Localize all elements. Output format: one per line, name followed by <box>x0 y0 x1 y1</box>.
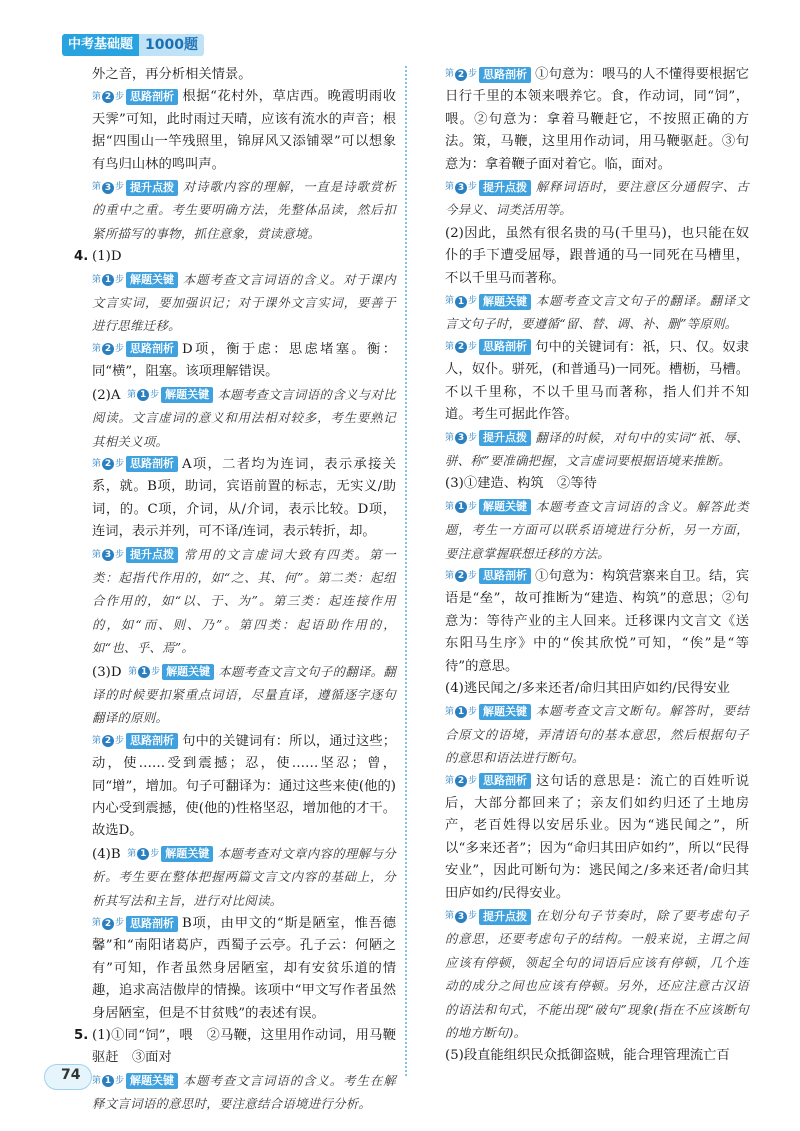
step-label: 提升点拨 <box>479 430 531 446</box>
step-tag-s2 <box>445 67 531 83</box>
step-tag-s2 <box>92 89 178 105</box>
step-tag-s2 <box>92 916 178 932</box>
answer-text: (5)段直能组织民众抵御盗贼，能合理管理流亡百 <box>445 1048 730 1064</box>
step-post: 步 <box>115 344 125 355</box>
answer-label: (4)B <box>92 846 121 862</box>
step-marker <box>445 63 477 85</box>
step-tag-s1 <box>92 1073 178 1089</box>
step-number-icon: 2 <box>455 341 467 353</box>
explanation-text: 本题考查文言文句子的翻译。翻译文言文句子时，要遵循“留、替、调、补、删”等原则。 <box>445 293 749 332</box>
paragraph <box>427 337 749 427</box>
step-marker <box>445 290 477 312</box>
step-post: 步 <box>468 911 478 922</box>
step-tag-s3 <box>92 547 178 563</box>
step-tag-s1 <box>127 387 213 403</box>
paragraph <box>74 176 396 246</box>
step-post: 步 <box>150 849 160 860</box>
step-marker <box>92 544 124 566</box>
step-post: 步 <box>115 1076 125 1087</box>
step-tag-s3 <box>92 180 178 196</box>
step-label: 解题关键 <box>479 704 531 720</box>
step-post: 步 <box>150 389 160 400</box>
answer-text: A项，二者均为连词，表示承接关系，就。B项，助词，宾语前置的标志，无实义/助词，的。C项，介词，从/介词，表示比较。D项，连词，表示并列，可不译/连词，表示转折，却。 <box>92 456 396 540</box>
step-marker <box>128 661 160 683</box>
explanation-text: 本题考查文言文句子的翻译。翻译的时候要扣紧重点词语，尽量直译，遵循逐字逐句翻译的原则。 <box>92 663 396 726</box>
step-number-icon: 2 <box>455 69 467 81</box>
step-pre: 第 <box>92 274 102 285</box>
step-pre: 第 <box>127 849 137 860</box>
answer-label: (3)D <box>92 664 122 680</box>
answer-text: ①句意为：喂马的人不懂得要根据它日行千里的本领来喂养它。食，作动词，同“饲”，喂。②句意为：拿着马鞭赶它，不按照正确的方法。策，马鞭，这里用作动词，用马鞭驱赶。③句意为：拿着鞭子面对着它。临，面对。 <box>445 67 749 172</box>
step-label: 思路剖析 <box>126 341 178 357</box>
step-label: 思路剖析 <box>126 89 178 105</box>
column-divider <box>405 66 407 1076</box>
paragraph <box>427 64 749 176</box>
page-number-badge <box>44 1064 92 1090</box>
explanation-text: 本题考查文言文断句。解答时，要结合原文的语境，弄清语句的基本意思，然后根据句子的意思和语法进行断句。 <box>445 703 749 766</box>
paragraph <box>74 843 396 913</box>
step-tag-s2 <box>92 341 178 357</box>
step-label: 思路剖析 <box>479 67 531 83</box>
step-marker <box>92 730 124 752</box>
step-pre: 第 <box>445 911 455 922</box>
step-marker <box>92 1070 124 1092</box>
step-number-icon: 1 <box>455 706 467 718</box>
step-post: 步 <box>468 296 478 307</box>
step-tag-s2 <box>445 773 531 789</box>
step-tag-s2 <box>92 733 178 749</box>
step-label: 提升点拨 <box>479 180 531 196</box>
step-tag-s1 <box>127 846 213 862</box>
question-number: 5. <box>74 1028 89 1044</box>
question-number: 4. <box>74 249 89 265</box>
paragraph <box>74 384 396 454</box>
step-label: 思路剖析 <box>126 916 178 932</box>
step-marker <box>92 269 124 291</box>
step-pre: 第 <box>445 775 455 786</box>
step-label: 提升点拨 <box>479 909 531 925</box>
step-marker <box>445 427 477 449</box>
step-pre: 第 <box>92 344 102 355</box>
step-post: 步 <box>115 459 125 470</box>
step-number-icon: 2 <box>455 775 467 787</box>
paragraph <box>427 290 749 337</box>
step-tag-s2 <box>445 568 531 584</box>
answer-text: (2)因此，虽然有很名贵的马(千里马)，也只能在奴仆的手下遭受屈辱，跟普通的马一同死在马槽里，不以千里马而著称。 <box>445 225 749 286</box>
step-post: 步 <box>468 342 478 353</box>
explanation-text: 本题考查文言词语的含义与对比阅读。文言虚词的意义和用法相对较多，考生要熟记其相关义项。 <box>92 386 396 449</box>
explanation-text: 解释词语时，要注意区分通假字、古今异义、词类活用等。 <box>445 179 749 218</box>
paragraph <box>427 700 749 770</box>
step-tag-s3 <box>445 909 531 925</box>
step-marker <box>445 176 477 198</box>
step-marker <box>127 843 159 865</box>
step-label: 解题关键 <box>126 1073 178 1089</box>
explanation-text: 本题考查文言词语的含义。对于课内文言实词，要加强识记；对于课外文言实词，要善于进行思维迁移。 <box>92 271 396 334</box>
step-tag-s1 <box>445 294 531 310</box>
step-label: 解题关键 <box>162 664 214 680</box>
step-label: 思路剖析 <box>479 773 531 789</box>
step-post: 步 <box>468 432 478 443</box>
step-post: 步 <box>115 182 125 193</box>
step-post: 步 <box>115 91 125 102</box>
answer-text: 句中的关键词有：祇，只、仅。奴隶人，奴仆。骈死，(和普通马)一同死。槽枥，马槽。不以千里称，不以千里马而著称，指人们并不知道。考生可据此作答。 <box>445 339 749 423</box>
step-label: 思路剖析 <box>126 456 178 472</box>
step-label: 解题关键 <box>161 846 213 862</box>
step-tag-s1 <box>128 664 214 680</box>
step-marker <box>445 770 477 792</box>
answer-text: (1)D <box>92 249 122 265</box>
step-number-icon: 3 <box>455 911 467 923</box>
paragraph <box>74 86 396 176</box>
book-series-count: 1000题 <box>139 34 204 56</box>
step-pre: 第 <box>92 182 102 193</box>
step-post: 步 <box>115 549 125 560</box>
step-label: 解题关键 <box>161 387 213 403</box>
paragraph <box>427 566 749 678</box>
paragraph <box>427 496 749 566</box>
paragraph <box>427 771 749 905</box>
step-pre: 第 <box>127 389 137 400</box>
step-pre: 第 <box>128 666 138 677</box>
book-header-badge <box>62 34 204 56</box>
answer-label: (2)A <box>92 387 121 403</box>
paragraph <box>74 544 396 661</box>
left-column <box>74 64 396 1117</box>
paragraph <box>74 269 396 339</box>
step-number-icon: 3 <box>102 182 114 194</box>
step-tag-s1 <box>92 272 178 288</box>
paragraph <box>74 454 396 544</box>
step-post: 步 <box>468 706 478 717</box>
step-number-icon: 3 <box>102 549 114 561</box>
step-tag-s1 <box>445 499 531 515</box>
step-label: 思路剖析 <box>479 568 531 584</box>
step-number-icon: 2 <box>102 91 114 103</box>
step-post: 步 <box>468 69 478 80</box>
step-tag-s2 <box>445 339 531 355</box>
step-number-icon: 2 <box>102 458 114 470</box>
step-number-icon: 1 <box>102 1075 114 1087</box>
explanation-text: 在划分句子节奏时，除了要考虑句子的意思，还要考虑句子的结构。一般来说，主谓之间应该有停顿，领起全句的词语后应该有停顿，几个连动的成分之间也应该有停顿。另外，还应注意古汉语的语法和句式，不能出现“破句”现象(指在不应该断句的地方断句)。 <box>445 908 749 1041</box>
step-marker <box>445 565 477 587</box>
explanation-text: 本题考查文言词语的含义。考生在解释文言词语的意思时，要注意结合语境进行分析。 <box>92 1072 396 1112</box>
step-post: 步 <box>151 666 161 677</box>
paragraph <box>427 905 749 1045</box>
paragraph <box>74 339 396 384</box>
right-column <box>427 64 749 1068</box>
step-pre: 第 <box>445 342 455 353</box>
answer-text: (3)①建造、构筑 ②等待 <box>445 476 597 492</box>
step-number-icon: 3 <box>455 182 467 194</box>
paragraph <box>74 64 396 86</box>
step-label: 解题关键 <box>126 272 178 288</box>
paragraph <box>427 223 749 290</box>
step-marker <box>445 701 477 723</box>
paragraph <box>74 1025 396 1070</box>
step-number-icon: 2 <box>102 343 114 355</box>
paragraph <box>74 1070 396 1117</box>
paragraph <box>74 913 396 1025</box>
step-post: 步 <box>115 918 125 929</box>
step-marker <box>445 905 477 927</box>
answer-text: 句中的关键词有：所以，通过这些；动，使……受到震撼；忍，使……坚忍；曾，同“增”，增加。句子可翻译为：通过这些来使(他的)内心受到震撼，使(他的)性格坚忍，增加他的才干。故选D。 <box>92 733 396 839</box>
step-number-icon: 1 <box>455 501 467 513</box>
answer-text: 根据“花村外，草店西。晚霞明雨收天霁”可知，此时雨过天晴，应该有流水的声音；根据“四围山一竿残照里，锦屏风又添铺翠”可以想象有鸟归山林的鸣叫声。 <box>92 89 396 172</box>
step-post: 步 <box>468 775 478 786</box>
step-number-icon: 1 <box>137 848 149 860</box>
answer-text: D项，衡于虑：思虑堵塞。衡：同“横”，阻塞。该项理解错误。 <box>92 341 396 380</box>
step-label: 解题关键 <box>479 294 531 310</box>
answer-text: 外之音，再分析相关情景。 <box>92 67 252 82</box>
explanation-text: 常用的文言虚词大致有四类。第一类：起指代作用的，如“之、其、何”。第二类：起组合作用的，如“以、于、为”。第三类：起连接作用的，如“而、则、乃”。第四类：起语助作用的，如“也、乎、焉”。 <box>92 546 396 656</box>
paragraph <box>74 246 396 268</box>
step-post: 步 <box>115 736 125 747</box>
step-pre: 第 <box>92 91 102 102</box>
paragraph <box>74 731 396 843</box>
paragraph <box>427 176 749 223</box>
paragraph <box>427 678 749 700</box>
step-label: 提升点拨 <box>126 547 178 563</box>
step-marker <box>92 176 124 198</box>
step-pre: 第 <box>445 432 455 443</box>
step-marker <box>92 453 124 475</box>
step-pre: 第 <box>445 502 455 513</box>
paragraph <box>427 427 749 474</box>
answer-text: (1)①同“饲”，喂 ②马鞭，这里用作动词，用马鞭驱赶 ③面对 <box>92 1028 396 1066</box>
step-pre: 第 <box>445 182 455 193</box>
step-marker <box>127 384 159 406</box>
step-number-icon: 1 <box>102 274 114 286</box>
paragraph <box>427 1045 749 1067</box>
paragraph <box>427 473 749 495</box>
book-series-title: 中考基础题 <box>62 34 139 56</box>
step-label: 解题关键 <box>479 499 531 515</box>
step-post: 步 <box>468 182 478 193</box>
step-label: 思路剖析 <box>479 339 531 355</box>
page-number: 74 <box>61 1067 81 1083</box>
step-number-icon: 1 <box>137 389 149 401</box>
answer-text: (4)逃民闻之/多来还者/命归其田庐如约/民得安业 <box>445 680 730 696</box>
explanation-text: 本题考查文言词语的含义。解答此类题，考生一方面可以联系语境进行分析，另一方面，要注意掌握联想迁移的方法。 <box>445 498 749 561</box>
step-marker <box>445 496 477 518</box>
step-marker <box>92 912 124 934</box>
paragraph <box>74 661 396 731</box>
step-label: 提升点拨 <box>126 180 178 196</box>
step-post: 步 <box>468 571 478 582</box>
answer-text: 这句话的意思是：流亡的百姓听说后，大部分都回来了；亲友们如约归还了土地房产，老百姓得以安居乐业。因为“逃民闻之”，所以“多来还者”；因为“命归其田庐如约”，所以“民得安业”，因此可断句为：逃民闻之/多来还者/命归其田庐如约/民得安业。 <box>445 773 749 901</box>
step-label: 思路剖析 <box>126 733 178 749</box>
step-number-icon: 2 <box>102 735 114 747</box>
step-pre: 第 <box>92 918 102 929</box>
step-pre: 第 <box>92 549 102 560</box>
explanation-text: 翻译的时候，对句中的实词“祇、辱、骈、称”要准确把握，文言虚词要根据语境来推断。 <box>445 429 749 468</box>
step-marker <box>92 338 124 360</box>
step-tag-s3 <box>445 430 531 446</box>
step-marker <box>445 336 477 358</box>
step-pre: 第 <box>92 459 102 470</box>
step-pre: 第 <box>92 1076 102 1087</box>
step-pre: 第 <box>445 296 455 307</box>
step-post: 步 <box>468 502 478 513</box>
step-number-icon: 3 <box>455 432 467 444</box>
step-tag-s1 <box>445 704 531 720</box>
step-number-icon: 1 <box>455 296 467 308</box>
step-pre: 第 <box>445 69 455 80</box>
step-tag-s2 <box>92 456 178 472</box>
step-pre: 第 <box>445 571 455 582</box>
step-post: 步 <box>115 274 125 285</box>
step-tag-s3 <box>445 180 531 196</box>
step-pre: 第 <box>92 736 102 747</box>
explanation-text: 本题考查对文章内容的理解与分析。考生要在整体把握两篇文言文内容的基础上，分析其写法和主旨，进行对比阅读。 <box>92 845 396 908</box>
step-number-icon: 1 <box>138 666 150 678</box>
step-pre: 第 <box>445 706 455 717</box>
answer-text: B项，由甲文的“斯是陋室，惟吾德馨”和“南阳诸葛庐，西蜀子云亭。孔子云：何陋之有”可知，作者虽然身居陋室，却有安贫乐道的情趣，追求高洁傲岸的情操。该项中“甲文写作者虽然身居陋室，但是不甘贫贱”的表述有误。 <box>92 916 396 1021</box>
answer-text: ①句意为：构筑营寨来自卫。结，宾语是“垒”，故可推断为“建造、构筑”的意思；②句意为：等待产业的主人回来。迁移课内文言文《送东阳马生序》中的“俟其欣悦”可知，“俟”是“等待”的意思。 <box>445 568 749 674</box>
step-number-icon: 2 <box>102 918 114 930</box>
explanation-text: 对诗歌内容的理解，一直是诗歌赏析的重中之重。考生要明确方法，先整体品读，然后扣紧所描写的事物，抓住意象，赏读意境。 <box>92 179 396 241</box>
step-number-icon: 2 <box>455 570 467 582</box>
step-marker <box>92 86 124 108</box>
